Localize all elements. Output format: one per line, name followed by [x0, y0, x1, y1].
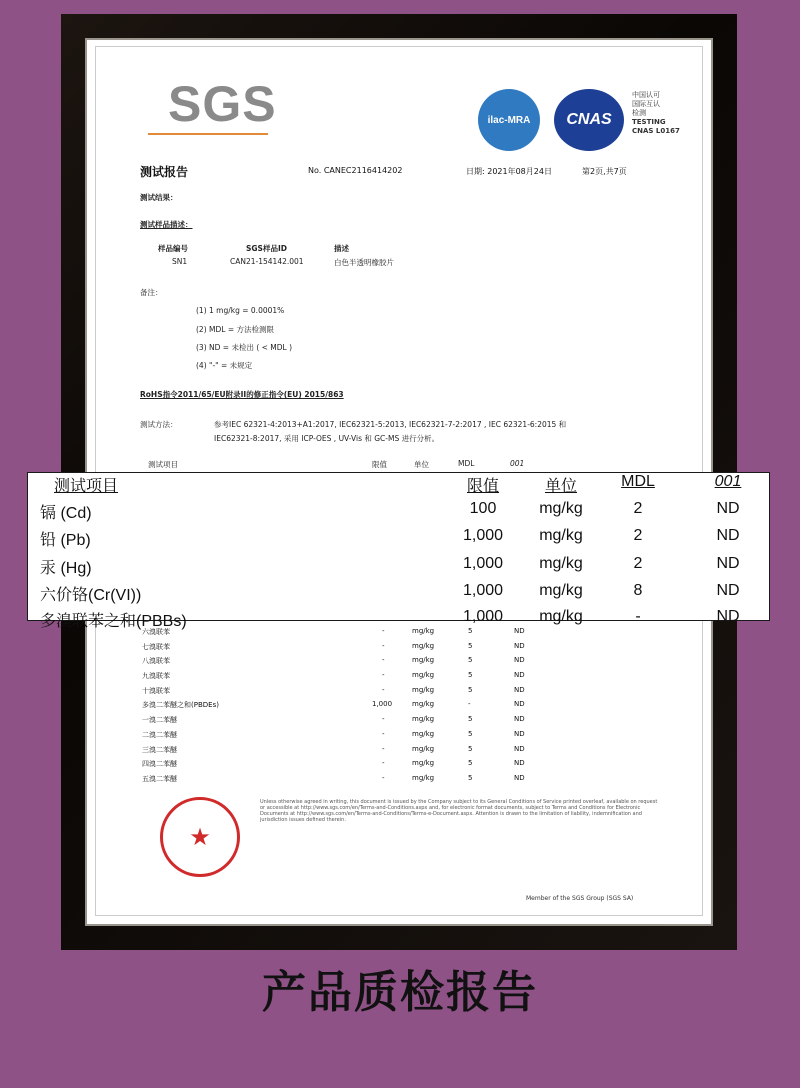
table-row: 一溴二苯醚 - mg/kg 5 ND — [142, 715, 525, 725]
sample-id: CAN21-154142.001 — [230, 257, 304, 266]
note-1: (1) 1 mg/kg = 0.0001% — [196, 306, 285, 315]
note-4: (4) "-" = 未规定 — [196, 361, 253, 370]
report-page: 第2页,共7页 — [582, 167, 627, 176]
table-row: 十溴联苯 - mg/kg 5 ND — [142, 685, 525, 695]
ilac-mra-logo: ilac-MRA — [478, 89, 540, 151]
zoomed-results-table — [27, 472, 770, 630]
small-table-header-unit: 单位 — [414, 460, 429, 469]
logo-underline — [148, 133, 268, 135]
method-line-2: IEC62321-8:2017, 采用 ICP-OES , UV-Vis 和 GC-MS 进行分析。 — [214, 434, 440, 443]
note-2: (2) MDL = 方法检测限 — [196, 325, 274, 334]
sample-header-id: SGS样品ID — [246, 244, 287, 253]
table-row: 五溴二苯醚 - mg/kg 5 ND — [142, 773, 525, 783]
sample-header-no: 样品编号 — [158, 244, 188, 253]
small-table-header-mdl: MDL — [458, 459, 475, 468]
table-row: 铅 (Pb) 1,000 mg/kg 2 ND — [40, 527, 740, 549]
report-title: 测试报告 — [140, 165, 189, 179]
member-line: Member of the SGS Group (SGS SA) — [526, 895, 634, 902]
sgs-logo: SGS — [168, 76, 277, 132]
report-date: 日期: 2021年08月24日 — [466, 167, 552, 176]
cnas-logo: CNAS — [554, 89, 624, 151]
red-seal-stamp: ★ — [160, 797, 240, 877]
rohs-title: RoHS指令2011/65/EU附录II的修正指令(EU) 2015/863 — [140, 390, 344, 399]
sample-header-desc: 描述 — [334, 244, 349, 253]
table-row: 八溴联苯 - mg/kg 5 ND — [142, 656, 525, 666]
table-row: 多溴联苯之和(PBBs) 1,000 mg/kg - ND — [40, 608, 740, 630]
sample-no: SN1 — [172, 257, 188, 266]
note-3: (3) ND = 未检出 ( < MDL ) — [196, 343, 293, 352]
table-row: 汞 (Hg) 1,000 mg/kg 2 ND — [40, 555, 740, 577]
header-item: 测试项目 — [54, 478, 119, 495]
header-limit: 限值 — [466, 478, 499, 495]
small-table-header-item: 测试项目 — [148, 460, 178, 469]
fine-print: Unless otherwise agreed in writing, this document is issued by the Company subject to its General Conditions of Service printed overleaf, available on request or accessible at http://www.sgs.com/en/Terms-and-Conditions.aspx and, for electronic format documents, subject to Terms and Conditions for Electronic Documents at http://www.sgs.com/en/Terms-and-Conditions/Terms-e-Document.aspx. Attention is drawn to the limitation of liability, indemnification and jurisdiction issues defined therein. — [260, 799, 658, 823]
cnas-accreditation-text: 中国认可 国际互认 检测 TESTING CNAS L0167 — [632, 91, 680, 135]
table-row: 六价铬(Cr(VI)) 1,000 mg/kg 8 ND — [40, 582, 740, 604]
small-results-table — [142, 627, 562, 789]
method-label: 测试方法： — [140, 420, 178, 429]
header-mdl: MDL — [621, 473, 655, 490]
table-row: 三溴二苯醚 - mg/kg 5 ND — [142, 744, 525, 754]
small-table-header-sample: 001 — [510, 459, 525, 468]
zoomed-table-header — [28, 473, 769, 500]
table-row: 多溴二苯醚之和(PBDEs) 1,000 mg/kg - ND — [142, 700, 525, 710]
table-row: 镉 (Cd) 100 mg/kg 2 ND — [40, 500, 740, 522]
method-line-1: 参考IEC 62321-4:2013+A1:2017, IEC62321-5:2013, IEC62321-7-2:2017 , IEC 62321-6:2015 和 — [214, 420, 567, 429]
table-row: 九溴联苯 - mg/kg 5 ND — [142, 671, 525, 681]
small-table-header-limit: 限值 — [372, 460, 387, 469]
table-row: 二溴二苯醚 - mg/kg 5 ND — [142, 729, 525, 739]
results-label: 测试结果： — [140, 193, 178, 202]
table-row: 六溴联苯 - mg/kg 5 ND — [142, 627, 525, 636]
table-row: 七溴联苯 - mg/kg 5 ND — [142, 641, 525, 651]
header-unit: 单位 — [544, 478, 577, 495]
page-caption: 产品质检报告 — [262, 967, 538, 1018]
header-sample: 001 — [714, 473, 742, 490]
sample-description-label: 测试样品描述： — [140, 220, 193, 229]
table-row: 四溴二苯醚 - mg/kg 5 ND — [142, 759, 525, 769]
notes-label: 备注： — [140, 288, 163, 297]
report-number: No. CANEC2116414202 — [308, 166, 403, 175]
sample-desc: 白色半透明橡胶片 — [334, 258, 394, 267]
